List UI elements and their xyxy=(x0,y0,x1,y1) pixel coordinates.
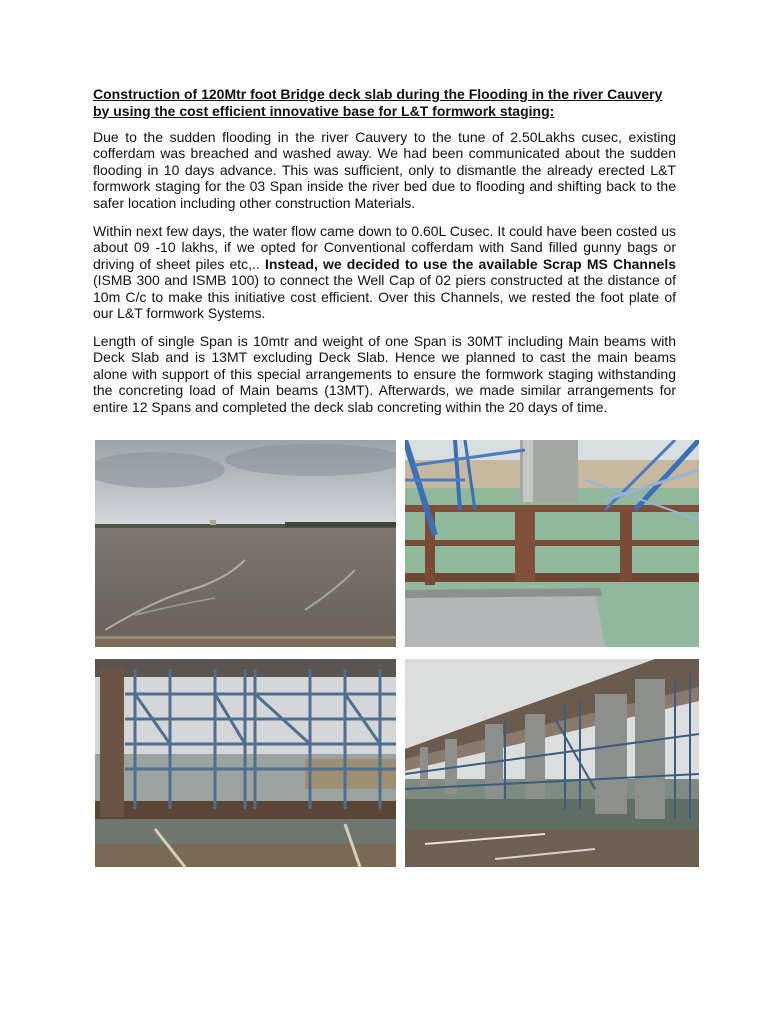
paragraph-span-details: Length of single Span is 10mtr and weight of one Span is 30MT including Main beams with Deck Slab and is 13MT excluding Deck Slab. Hence we planned to cast the main beams alone with support of this special arrangements to ensure the formwork staging withstanding the concreting load of Main beams (13MT). Afterwards, we made similar arrangements for entire 12 Spans and completed the deck slab concreting within the 20 days of time. xyxy=(93,333,676,415)
bridge-spans-photo xyxy=(405,659,699,867)
formwork-staging-photo xyxy=(95,659,396,867)
paragraph-text: Within next few days, the water flow came down to 0.60L Cusec. It could have been costed us about 09 -10 lakhs, if we opted for Conventional cofferdam with Sand filled gunny bags or driving of sheet piles etc,.. xyxy=(93,223,676,272)
paragraph-bold-text: Instead, we decided to use the available Scrap MS Channels xyxy=(264,255,676,272)
paragraph-text: (ISMB 300 and ISMB 100) to connect the Well Cap of 02 piers constructed at the distance of 10m C/c to make this initiative cost efficient. Over this Channels, we rested the foot plate of our L&T formwork Systems. xyxy=(93,272,676,322)
ms-channel-base-photo xyxy=(405,440,699,647)
document-title: Construction of 120Mtr foot Bridge deck slab during the Flooding in the river Cauvery by using the cost efficient innovative base for L&T formwork staging: xyxy=(93,86,663,119)
flooded-river-photo xyxy=(95,440,396,647)
paragraph-flooding: Due to the sudden flooding in the river Cauvery to the tune of 2.50Lakhs cusec, existing cofferdam was breached and washed away. We had been communicated about the sudden flooding in 10 days advance. This was sufficient, only to dismantle the already erected L&T formwork staging for the 03 Span inside the river bed due to flooding and shifting back to the safer location including other construction Materials. xyxy=(93,129,676,211)
paragraph-scrap-channels xyxy=(93,223,676,321)
